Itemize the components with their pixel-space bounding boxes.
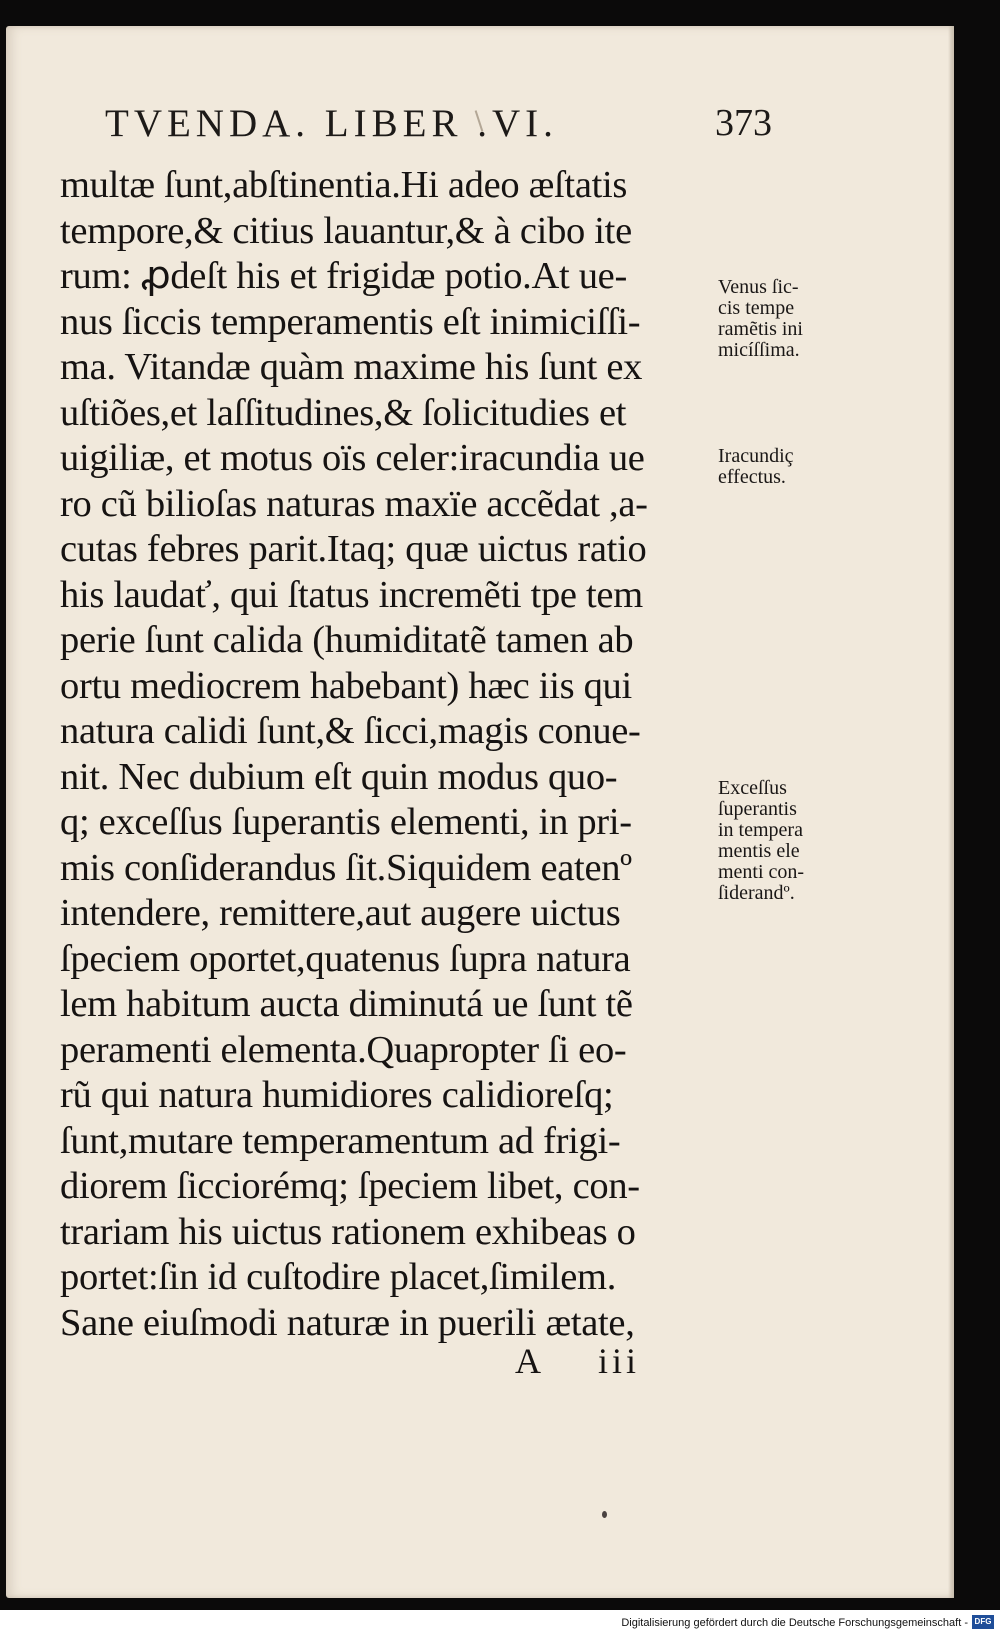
signature-mark — [515, 1340, 640, 1382]
text-line: tempore,& citius lauantur,& à cibo ite — [60, 209, 632, 252]
text-line: intendere, remittere,aut augere uictus — [60, 892, 621, 934]
signature-letter: A — [515, 1341, 545, 1381]
margin-note-line: menti con- — [718, 861, 805, 883]
margin-note-line: cis tempe — [718, 297, 795, 319]
footer-credit: Digitalisierung gefördert durch die Deutsche Forschungsgemeinschaft - — [621, 1617, 968, 1629]
text-line: peramenti elementa.Quapropter ſi eo- — [60, 1028, 627, 1071]
text-line: ſunt,mutare temperamentum ad frigi- — [60, 1119, 621, 1162]
margin-note-line: Venus ſic- — [718, 276, 799, 298]
text-line: lem habitum aucta diminutá ue ſunt tẽ — [60, 983, 633, 1025]
text-line: uigiliæ, et motus oïs celer:iracundia ue — [60, 437, 645, 479]
margin-note-line: ſuperantis — [718, 798, 797, 820]
text-line: perie ſunt calida (humiditatẽ tamen ab — [60, 619, 634, 661]
text-line: ro cũ bilioſas naturas maxïe accẽdat ,a- — [60, 482, 648, 525]
margin-note-line: ſiderandº. — [718, 882, 795, 904]
text-line: portet:ſin id cuſtodire placet,ſimilem. — [60, 1256, 617, 1298]
running-head — [100, 95, 820, 155]
margin-note-venus — [718, 277, 803, 361]
margin-note-line: micíſſima. — [718, 339, 800, 361]
text-line: diorem ſicciorémq; ſpeciem libet, con- — [60, 1165, 640, 1207]
text-line: uſtiões,et laſſitudines,& ſolicitudies et — [60, 391, 627, 434]
margin-note-line: ramẽtis ini — [718, 318, 803, 340]
running-head-title: TVENDA. LIBER .VI. — [105, 102, 558, 145]
text-line: multæ ſunt,abſtinentia.Hi adeo æſtatis — [60, 164, 628, 206]
ink-speck — [602, 1511, 607, 1518]
margin-note-line: effectus. — [718, 466, 786, 488]
text-line: natura calidi ſunt,& ſicci,magis conue- — [60, 710, 641, 752]
margin-note-line: Exceſſus — [718, 777, 787, 799]
text-line: rum: ꝓdeſt his et frigidæ potio.At ue- — [60, 255, 627, 297]
text-line: ortu mediocrem habebant) hæc iis qui — [60, 664, 632, 707]
text-line: nit. Nec dubium eſt quin modus quo- — [60, 755, 618, 798]
margin-note-excessus — [718, 778, 804, 904]
margin-note-line: mentis ele — [718, 840, 800, 862]
body-text — [60, 163, 725, 1346]
text-line: rũ qui natura humidiores calidioreſq; — [60, 1074, 614, 1116]
text-line: cutas febres parit.Itaq; quæ uictus ratio — [60, 528, 647, 570]
signature-numeral: iii — [598, 1341, 641, 1381]
margin-note-iracundia — [718, 446, 794, 488]
text-line: q; exceſſus ſuperantis elementi, in pri- — [60, 801, 632, 843]
text-line: mis conſiderandus ſit.Siquidem eatenº — [60, 846, 632, 889]
text-line: ſpeciem oportet,quatenus ſupra natura — [60, 937, 631, 980]
footer-bar — [0, 1610, 1000, 1635]
text-line: trariam his uictus rationem exhibeas o — [60, 1210, 636, 1253]
dfg-logo: DFG — [972, 1615, 994, 1629]
text-line: Sane eiuſmodi naturæ in puerili ætate, — [60, 1301, 635, 1344]
text-line: ma. Vitandæ quàm maxime his ſunt ex — [60, 346, 643, 388]
page-number: 373 — [715, 102, 772, 144]
text-line: his laudať, qui ſtatus incremẽti tpe tem — [60, 573, 643, 616]
margin-note-line: in tempera — [718, 819, 803, 841]
margin-note-line: Iracundiç — [718, 445, 794, 467]
text-line: nus ſiccis temperamentis eſt inimiciſſi- — [60, 300, 641, 343]
